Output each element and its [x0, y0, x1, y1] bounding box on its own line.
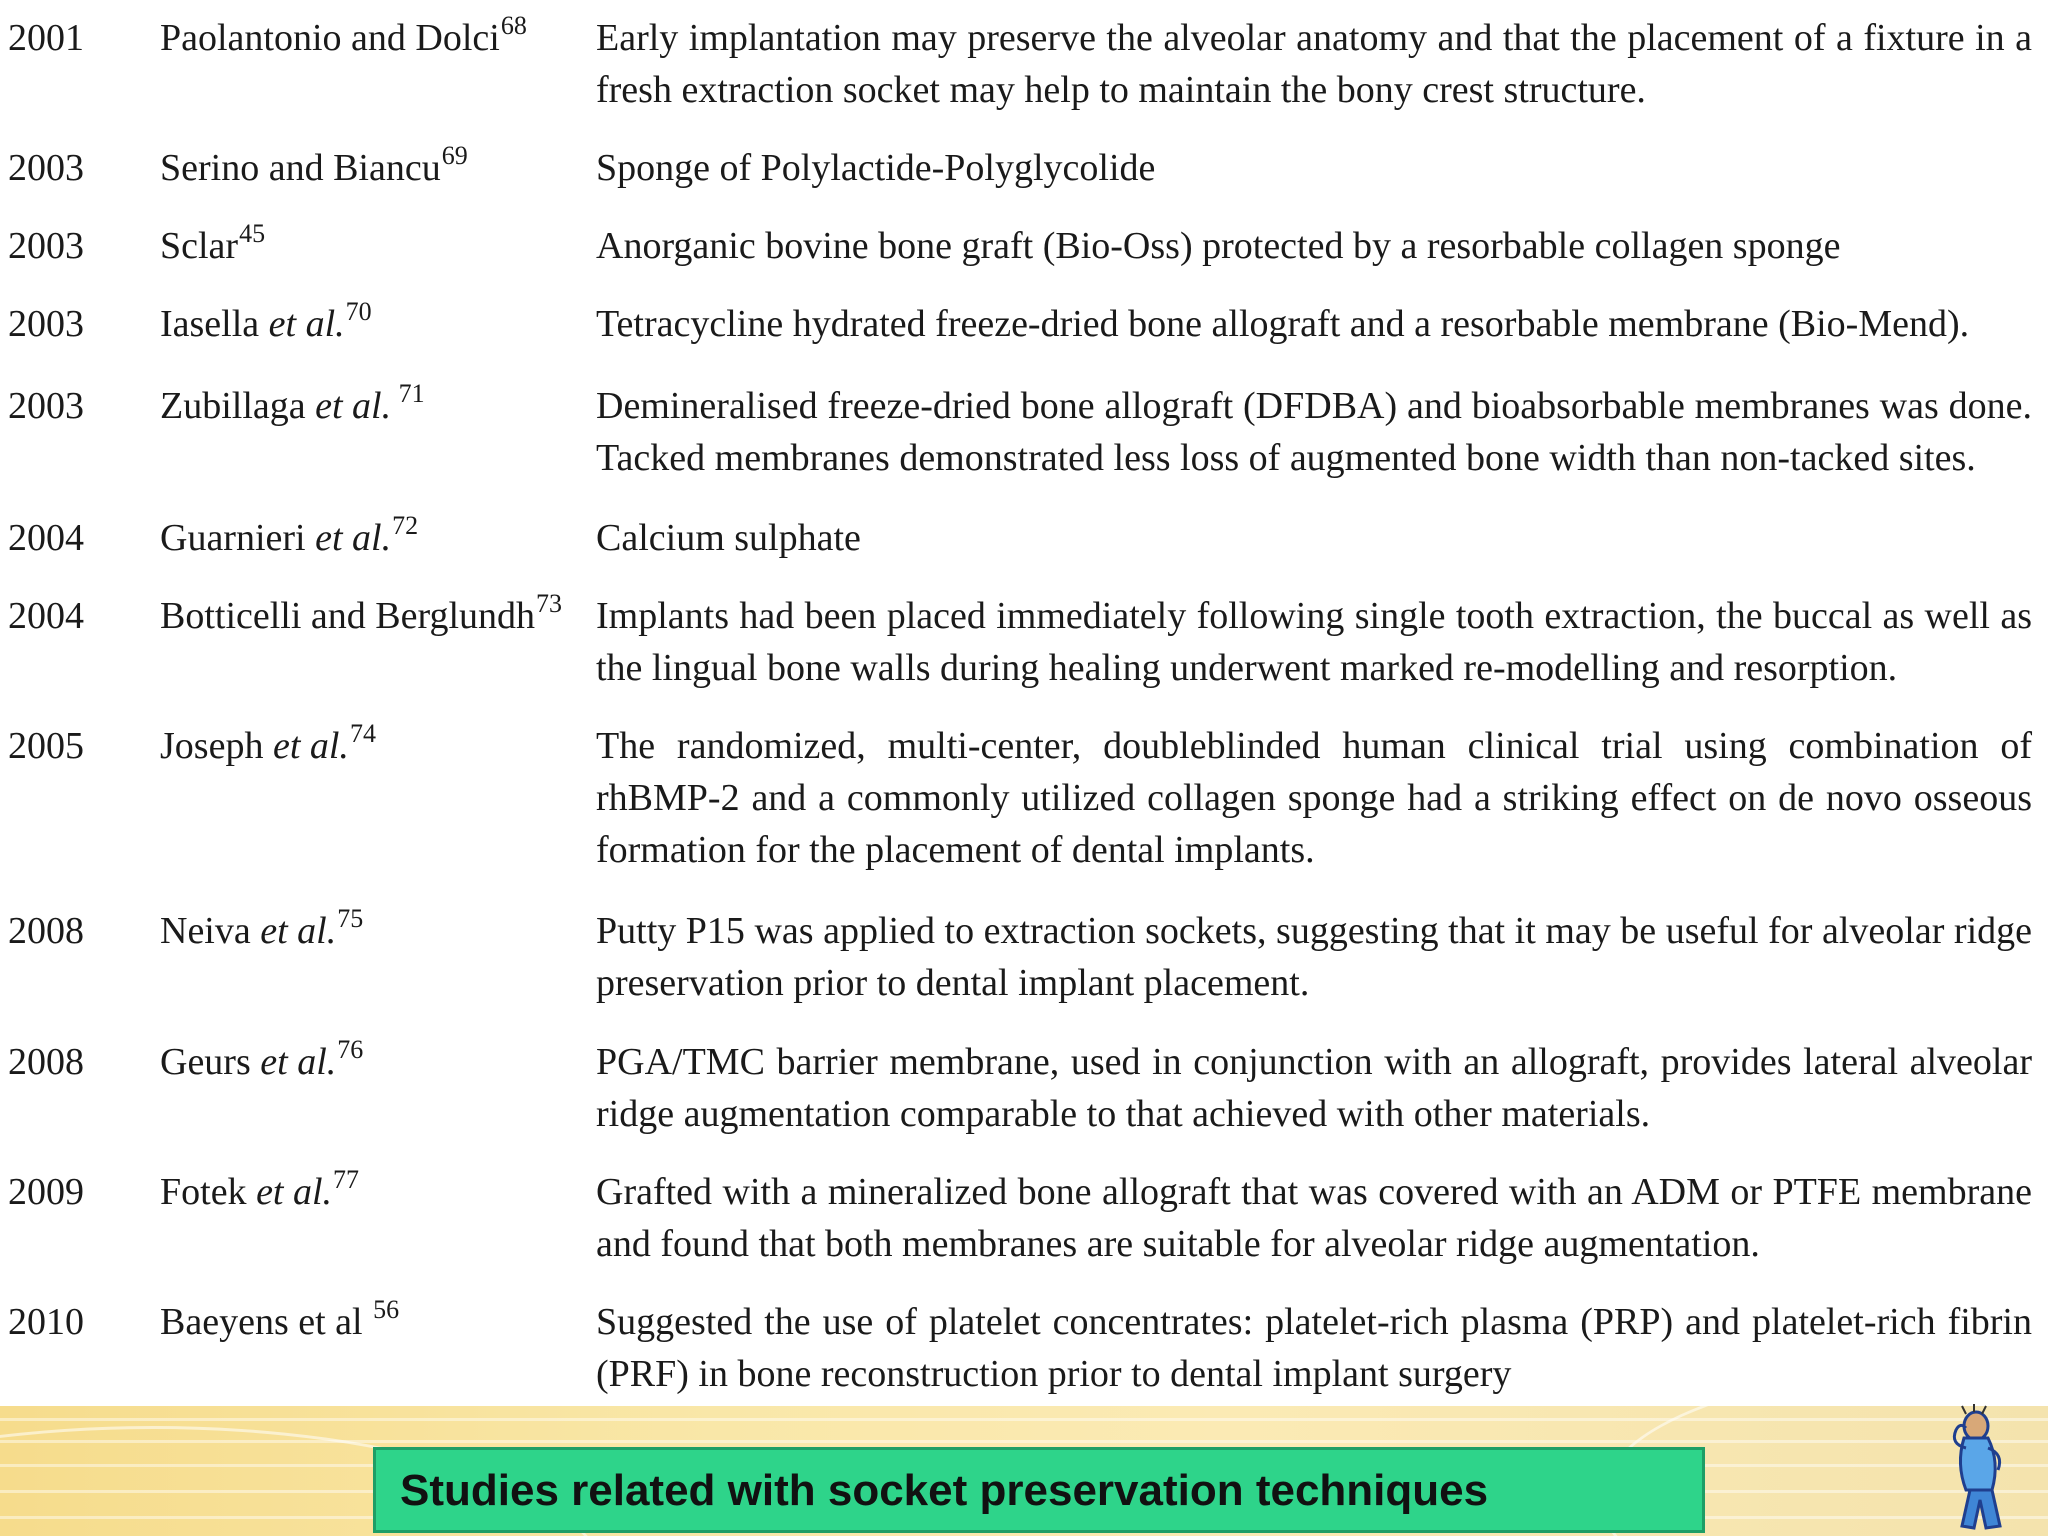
author-name: Serino and Biancu — [160, 147, 441, 189]
description-line: formation for the placement of dental implants. — [596, 829, 1315, 871]
row-author — [160, 1036, 363, 1092]
row-author — [160, 220, 265, 276]
author-name: Joseph — [160, 725, 273, 767]
description-line: Grafted with a mineralized bone allograft that was covered with an ADM or PTFE membrane — [596, 1171, 2032, 1213]
description-line: fresh extraction socket may help to maintain the bony crest structure. — [596, 69, 1646, 111]
description-line: Putty P15 was applied to extraction sockets, suggesting that it may be useful for alveolar ridge — [596, 910, 2032, 952]
description-line: Suggested the use of platelet concentrates: platelet-rich plasma (PRP) and platelet-rich fibrin — [596, 1301, 2032, 1343]
description-line: PGA/TMC barrier membrane, used in conjunction with an allograft, provides lateral alveolar — [596, 1041, 2032, 1083]
author-name: Paolantonio and Dolci — [160, 17, 500, 59]
description-line: (PRF) in bone reconstruction prior to dental implant surgery — [596, 1353, 1512, 1395]
reference-number: 71 — [392, 379, 425, 408]
description-line: rhBMP-2 and a commonly utilized collagen sponge had a striking effect on de novo osseous — [596, 777, 2032, 819]
author-et-al: et al. — [315, 517, 392, 559]
row-author — [160, 1166, 359, 1222]
row-author — [160, 298, 372, 354]
row-year: 2010 — [8, 1301, 84, 1343]
author-name: Zubillaga — [160, 385, 316, 427]
reference-number: 76 — [337, 1035, 364, 1064]
row-year: 2003 — [8, 303, 84, 345]
row-description — [596, 590, 2032, 694]
row-year: 2008 — [8, 910, 84, 952]
row-author — [160, 380, 425, 436]
row-author — [160, 905, 363, 961]
row-description — [596, 298, 2032, 350]
author-name: Fotek — [160, 1171, 257, 1213]
author-et-al: et al. — [315, 385, 392, 427]
row-description — [596, 12, 2032, 116]
reference-number: 70 — [345, 297, 372, 326]
caption-box — [373, 1447, 1705, 1533]
reference-number: 68 — [500, 11, 527, 40]
description-line: the lingual bone walls during healing underwent marked re-modelling and resorption. — [596, 647, 1898, 689]
row-year: 2004 — [8, 517, 84, 559]
description-line: preservation prior to dental implant placement. — [596, 962, 1310, 1004]
row-author — [160, 1296, 399, 1352]
row-year: 2003 — [8, 225, 84, 267]
row-description — [596, 1036, 2032, 1140]
author-et-al: et al. — [260, 910, 337, 952]
author-et-al: et al. — [268, 303, 345, 345]
row-year: 2003 — [8, 147, 84, 189]
author-name: Guarnieri — [160, 517, 316, 559]
row-year: 2004 — [8, 595, 84, 637]
reference-number: 77 — [333, 1165, 360, 1194]
reference-number: 74 — [349, 719, 376, 748]
author-name: Geurs — [160, 1041, 261, 1083]
row-year: 2005 — [8, 725, 84, 767]
row-year: 2009 — [8, 1171, 84, 1213]
author-name: Iasella — [160, 303, 269, 345]
description-line: Tacked membranes demonstrated less loss of augmented bone width than non-tacked sites. — [596, 437, 1976, 479]
description-line: Tetracycline hydrated freeze-dried bone allograft and a resorbable membrane (Bio-Mend). — [596, 303, 1970, 345]
row-author — [160, 142, 468, 198]
row-year: 2008 — [8, 1041, 84, 1083]
author-et-al: et al. — [256, 1171, 333, 1213]
reference-number: 56 — [373, 1295, 400, 1324]
reference-number: 73 — [536, 589, 563, 618]
reference-number: 69 — [441, 141, 468, 170]
row-author — [160, 590, 562, 646]
reference-number: 45 — [239, 219, 266, 248]
row-author — [160, 12, 527, 68]
description-line: Sponge of Polylactide-Polyglycolide — [596, 147, 1156, 189]
row-author — [160, 512, 418, 568]
row-year: 2003 — [8, 385, 84, 427]
row-description — [596, 720, 2032, 876]
row-year: 2001 — [8, 17, 84, 59]
row-description — [596, 1296, 2032, 1400]
description-line: and found that both membranes are suitable for alveolar ridge augmentation. — [596, 1223, 1760, 1265]
row-description — [596, 905, 2032, 1009]
description-line: The randomized, multi-center, doubleblinded human clinical trial using combination of — [596, 725, 2032, 767]
row-description — [596, 220, 2032, 272]
row-description — [596, 1166, 2032, 1270]
reference-number: 72 — [392, 511, 419, 540]
description-line: ridge augmentation comparable to that achieved with other materials. — [596, 1093, 1651, 1135]
author-et-al: et al. — [260, 1041, 337, 1083]
author-name: Sclar — [160, 225, 239, 267]
description-line: Calcium sulphate — [596, 517, 861, 559]
description-line: Early implantation may preserve the alveolar anatomy and that the placement of a fixture in a — [596, 17, 2032, 59]
row-author — [160, 720, 376, 776]
row-description — [596, 512, 2032, 564]
author-name: Baeyens et al — [160, 1301, 373, 1343]
author-name: Botticelli and Berglundh — [160, 595, 536, 637]
author-name: Neiva — [160, 910, 261, 952]
description-line: Demineralised freeze-dried bone allograft (DFDBA) and bioabsorbable membranes was done. — [596, 385, 2032, 427]
slide-caption: Studies related with socket preservation techniques — [400, 1466, 1489, 1515]
reference-number: 75 — [337, 904, 364, 933]
row-description — [596, 142, 2032, 194]
description-line: Implants had been placed immediately following single tooth extraction, the buccal as well as — [596, 595, 2032, 637]
author-et-al: et al. — [272, 725, 349, 767]
thinking-person-icon — [1926, 1404, 2022, 1536]
row-description — [596, 380, 2032, 484]
description-line: Anorganic bovine bone graft (Bio-Oss) protected by a resorbable collagen sponge — [596, 225, 1841, 267]
